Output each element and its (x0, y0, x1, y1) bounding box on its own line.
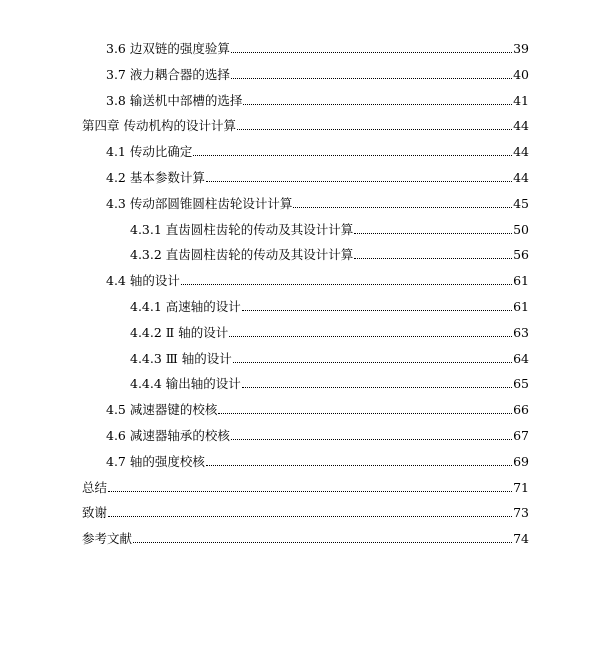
toc-entry-title: 4.3.1 直齿圆柱齿轮的传动及其设计计算 (130, 222, 354, 237)
toc-entry[interactable] (130, 321, 529, 341)
toc-entry-page-number: 66 (513, 402, 529, 417)
toc-entry-title: 4.7 轴的强度校核 (106, 454, 205, 469)
toc-entry[interactable] (82, 527, 529, 547)
toc-entry[interactable] (130, 243, 529, 263)
dot-leader (354, 232, 512, 234)
toc-entry-title: 参考文献 (82, 531, 133, 546)
toc-entry-title: 4.4.2 Ⅱ 轴的设计 (130, 325, 229, 340)
toc-entry-title: 3.7 液力耦合器的选择 (106, 67, 230, 82)
toc-entry-page-number: 40 (513, 67, 529, 82)
toc-entry[interactable] (106, 166, 529, 186)
toc-entry-page-number: 67 (513, 428, 529, 443)
toc-entry-page-number: 56 (513, 247, 529, 262)
toc-entry-title: 4.2 基本参数计算 (106, 170, 205, 185)
dot-leader (233, 361, 512, 363)
dot-leader (231, 51, 512, 53)
toc-entry-title: 4.5 减速器键的校核 (106, 402, 218, 417)
dot-leader (242, 386, 512, 388)
dot-leader (293, 206, 512, 208)
dot-leader (231, 438, 512, 440)
dot-leader (231, 77, 512, 79)
toc-entry-page-number: 61 (513, 273, 529, 288)
dot-leader (229, 335, 512, 337)
toc-entry-page-number: 44 (513, 144, 529, 159)
toc-entry[interactable] (106, 192, 529, 212)
toc-entry-title: 第四章 传动机构的设计计算 (82, 118, 236, 133)
toc-entry[interactable] (130, 347, 529, 367)
toc-entry[interactable] (130, 218, 529, 238)
dot-leader (243, 103, 512, 105)
dot-leader (206, 464, 512, 466)
toc-entry[interactable] (82, 501, 529, 521)
dot-leader (193, 154, 512, 156)
toc-entry-title: 4.1 传动比确定 (106, 144, 193, 159)
toc-entry-page-number: 69 (513, 454, 529, 469)
dot-leader (237, 128, 512, 130)
dot-leader (133, 541, 512, 543)
dot-leader (181, 283, 512, 285)
toc-entry-title: 4.4.4 输出轴的设计 (130, 376, 241, 391)
toc-entry-page-number: 71 (513, 480, 529, 495)
toc-entry-page-number: 50 (513, 222, 529, 237)
toc-entry-title: 4.3 传动部圆锥圆柱齿轮设计计算 (106, 196, 293, 211)
toc-entry-page-number: 74 (513, 531, 529, 546)
dot-leader (354, 257, 512, 259)
toc-entry-page-number: 65 (513, 376, 529, 391)
toc-entry[interactable] (106, 398, 529, 418)
toc-entry[interactable] (130, 295, 529, 315)
toc-entry[interactable] (106, 269, 529, 289)
toc-entry[interactable] (106, 89, 529, 109)
toc-entry-title: 3.6 边双链的强度验算 (106, 41, 230, 56)
toc-entry-title: 致谢 (82, 505, 108, 520)
toc-entry-page-number: 41 (513, 93, 529, 108)
toc-entry-title: 4.3.2 直齿圆柱齿轮的传动及其设计计算 (130, 247, 354, 262)
toc-entry-page-number: 73 (513, 505, 529, 520)
toc-entry-title: 4.4.3 Ⅲ 轴的设计 (130, 351, 232, 366)
toc-entry[interactable] (82, 476, 529, 496)
toc-entry-title: 4.4.1 高速轴的设计 (130, 299, 241, 314)
toc-entry-title: 4.6 减速器轴承的校核 (106, 428, 230, 443)
toc-entry-page-number: 44 (513, 118, 529, 133)
toc-entry-page-number: 45 (513, 196, 529, 211)
toc-entry-page-number: 61 (513, 299, 529, 314)
toc-entry[interactable] (106, 450, 529, 470)
toc-entry[interactable] (82, 114, 529, 134)
dot-leader (108, 490, 512, 492)
dot-leader (206, 180, 512, 182)
toc-entry[interactable] (106, 37, 529, 57)
toc-entry-page-number: 44 (513, 170, 529, 185)
toc-entry[interactable] (106, 140, 529, 160)
toc-entry-page-number: 64 (513, 351, 529, 366)
toc-entry-title: 3.8 输送机中部槽的选择 (106, 93, 243, 108)
toc-entry[interactable] (130, 372, 529, 392)
dot-leader (218, 412, 512, 414)
toc-entry[interactable] (106, 63, 529, 83)
toc-entry[interactable] (106, 424, 529, 444)
toc-entry-page-number: 39 (513, 41, 529, 56)
toc-entry-page-number: 63 (513, 325, 529, 340)
toc-entry-title: 4.4 轴的设计 (106, 273, 180, 288)
dot-leader (242, 309, 512, 311)
dot-leader (108, 515, 512, 517)
toc-entry-title: 总结 (82, 480, 108, 495)
